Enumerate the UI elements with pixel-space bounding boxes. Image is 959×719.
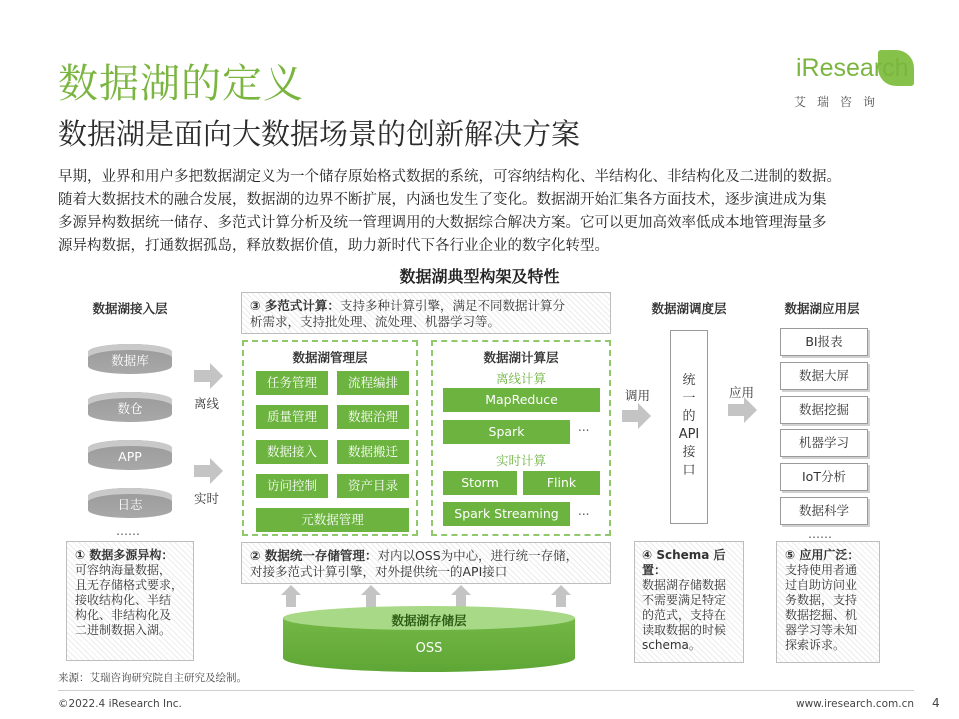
storage-layer-header: 数据湖存储层 bbox=[391, 613, 467, 628]
note-line: 可容纳海量数据， bbox=[75, 563, 172, 577]
note-line: 支持多种计算引擎，满足不同数据计算分 bbox=[339, 298, 565, 313]
app-item: BI报表 bbox=[780, 328, 868, 356]
api-char: API bbox=[678, 427, 700, 442]
app-item: 数据大屏 bbox=[780, 362, 868, 390]
compute-ellipsis: ... bbox=[578, 420, 590, 434]
note-line: 析需求，支持批处理、流处理、机器学习等。 bbox=[250, 314, 501, 329]
mgmt-item: 流程编排 bbox=[337, 371, 409, 395]
compute-spark-streaming: Spark Streaming bbox=[443, 502, 570, 526]
intro-line: 随着大数据技术的融合发展，数据湖的边界不断扩展，内涵也发生了变化。数据湖开始汇集各方面技术，逐步演进成为集 bbox=[58, 192, 827, 208]
note-title: ① 数据多源异构： bbox=[75, 548, 174, 562]
access-ellipsis: …… bbox=[116, 524, 140, 538]
note-line: schema。 bbox=[642, 638, 701, 652]
intro-line: 源异构数据，打通数据孤岛，释放数据价值，助力新时代下各行业企业的数字化转型。 bbox=[58, 238, 609, 254]
mgmt-item-metadata: 元数据管理 bbox=[256, 508, 409, 532]
app-item: 数据科学 bbox=[780, 497, 868, 525]
source-database: 数据库 bbox=[88, 344, 172, 374]
note-line: 对接多范式计算引擎，对外提供统一的API接口 bbox=[250, 564, 508, 579]
arrow-apply-label: 应用 bbox=[729, 385, 755, 400]
source-app: APP bbox=[88, 440, 172, 470]
storage-oss: OSS bbox=[415, 641, 443, 656]
note-title: ④ Schema 后置： bbox=[642, 548, 726, 577]
app-item: 数据挖掘 bbox=[780, 396, 868, 424]
call-arrow-icon bbox=[622, 403, 652, 429]
note-line: 务数据，支持 bbox=[785, 593, 858, 607]
compute-flink: Flink bbox=[523, 471, 600, 495]
realtime-compute-label: 实时计算 bbox=[495, 453, 546, 468]
compute-layer-header: 数据湖计算层 bbox=[483, 350, 559, 365]
offline-compute-label: 离线计算 bbox=[495, 371, 546, 386]
note-line: 过自助访问业 bbox=[785, 578, 858, 592]
note-line: 不需要满足特定 bbox=[642, 593, 727, 607]
unified-api-text bbox=[670, 372, 708, 480]
note-line: 接收结构化、半结 bbox=[75, 593, 172, 607]
api-char: 口 bbox=[682, 463, 696, 478]
mgmt-item: 数据治理 bbox=[337, 405, 409, 429]
note-line: 数据湖存储数据 bbox=[642, 578, 727, 592]
diagram-title: 数据湖典型构架及特性 bbox=[399, 267, 560, 286]
page-subtitle: 数据湖是面向大数据场景的创新解决方案 bbox=[58, 117, 581, 151]
app-ellipsis: …… bbox=[808, 527, 832, 541]
arrow-call-label: 调用 bbox=[625, 388, 651, 403]
app-item: IoT分析 bbox=[780, 463, 868, 491]
intro-line: 早期，业界和用户多把数据湖定义为一个储存原始格式数据的系统，可容纳结构化、半结构化、非结构化及二进制的数据。 bbox=[58, 169, 841, 185]
note-title: ⑤ 应用广泛： bbox=[785, 548, 860, 562]
note-line: 构化、非结构化及 bbox=[75, 608, 172, 622]
mgmt-item: 数据接入 bbox=[256, 440, 328, 464]
compute-ellipsis: ... bbox=[578, 504, 590, 518]
mgmt-item: 任务管理 bbox=[256, 371, 328, 395]
compute-mapreduce: MapReduce bbox=[443, 388, 600, 412]
compute-storm: Storm bbox=[443, 471, 517, 495]
api-char: 统 bbox=[682, 373, 696, 388]
realtime-arrow-icon bbox=[194, 458, 224, 484]
app-item: 机器学习 bbox=[780, 429, 868, 457]
page-number: 4 bbox=[932, 696, 940, 710]
application-layer-header: 数据湖应用层 bbox=[784, 301, 860, 316]
access-layer-header: 数据湖接入层 bbox=[92, 301, 168, 316]
mgmt-item: 资产目录 bbox=[337, 474, 409, 498]
mgmt-item: 数据搬迁 bbox=[337, 440, 409, 464]
management-layer-header: 数据湖管理层 bbox=[292, 350, 368, 365]
note-multiparadigm bbox=[241, 292, 611, 334]
note-line: 探索诉求。 bbox=[785, 638, 846, 652]
note-line: 对内以OSS为中心，进行统一存储， bbox=[377, 548, 579, 563]
arrow-realtime-label: 实时 bbox=[194, 491, 220, 506]
note-title: ② 数据统一存储管理： bbox=[250, 548, 378, 563]
source-warehouse: 数仓 bbox=[88, 392, 172, 422]
website: www.iresearch.com.cn bbox=[796, 698, 915, 710]
copyright: ©2022.4 iResearch Inc. bbox=[58, 698, 182, 710]
logo: iResearch bbox=[796, 54, 909, 82]
api-char: 一 bbox=[682, 391, 696, 406]
management-layer bbox=[242, 340, 418, 536]
source-log: 日志 bbox=[88, 488, 172, 518]
compute-spark: Spark bbox=[443, 420, 570, 444]
note-wide-application bbox=[776, 541, 880, 663]
logo-cn: 艾瑞咨询 bbox=[794, 95, 887, 109]
note-line: 且无存储格式要求， bbox=[75, 578, 184, 592]
footer-divider bbox=[58, 690, 914, 691]
note-multisource bbox=[66, 541, 194, 661]
note-line: 读取数据的时候 bbox=[642, 623, 727, 637]
mgmt-item: 访问控制 bbox=[256, 474, 328, 498]
source-note: 来源：艾瑞咨询研究院自主研究及绘制。 bbox=[58, 672, 247, 684]
intro-text bbox=[58, 166, 916, 258]
note-unified-storage bbox=[241, 542, 611, 584]
page-title: 数据湖的定义 bbox=[58, 61, 304, 107]
scheduling-layer-header: 数据湖调度层 bbox=[651, 301, 727, 316]
intro-line: 多源异构数据统一储存、多范式计算分析及统一管理调用的大数据综合解决方案。它可以更加高效率低成本地管理海量多 bbox=[58, 215, 827, 231]
note-line: 的范式，支持在 bbox=[642, 608, 727, 622]
offline-arrow-icon bbox=[194, 363, 224, 389]
note-line: 二进制数据入湖。 bbox=[75, 623, 172, 637]
api-char: 的 bbox=[682, 409, 696, 424]
note-line: 数据挖掘、机 bbox=[785, 608, 858, 622]
note-line: 支持使用者通 bbox=[785, 563, 858, 577]
mgmt-item: 质量管理 bbox=[256, 405, 328, 429]
arrow-offline-label: 离线 bbox=[194, 396, 220, 411]
api-char: 接 bbox=[682, 445, 696, 460]
note-title: ③ 多范式计算： bbox=[250, 298, 340, 313]
note-schema bbox=[634, 541, 744, 663]
note-line: 器学习等未知 bbox=[785, 623, 858, 637]
